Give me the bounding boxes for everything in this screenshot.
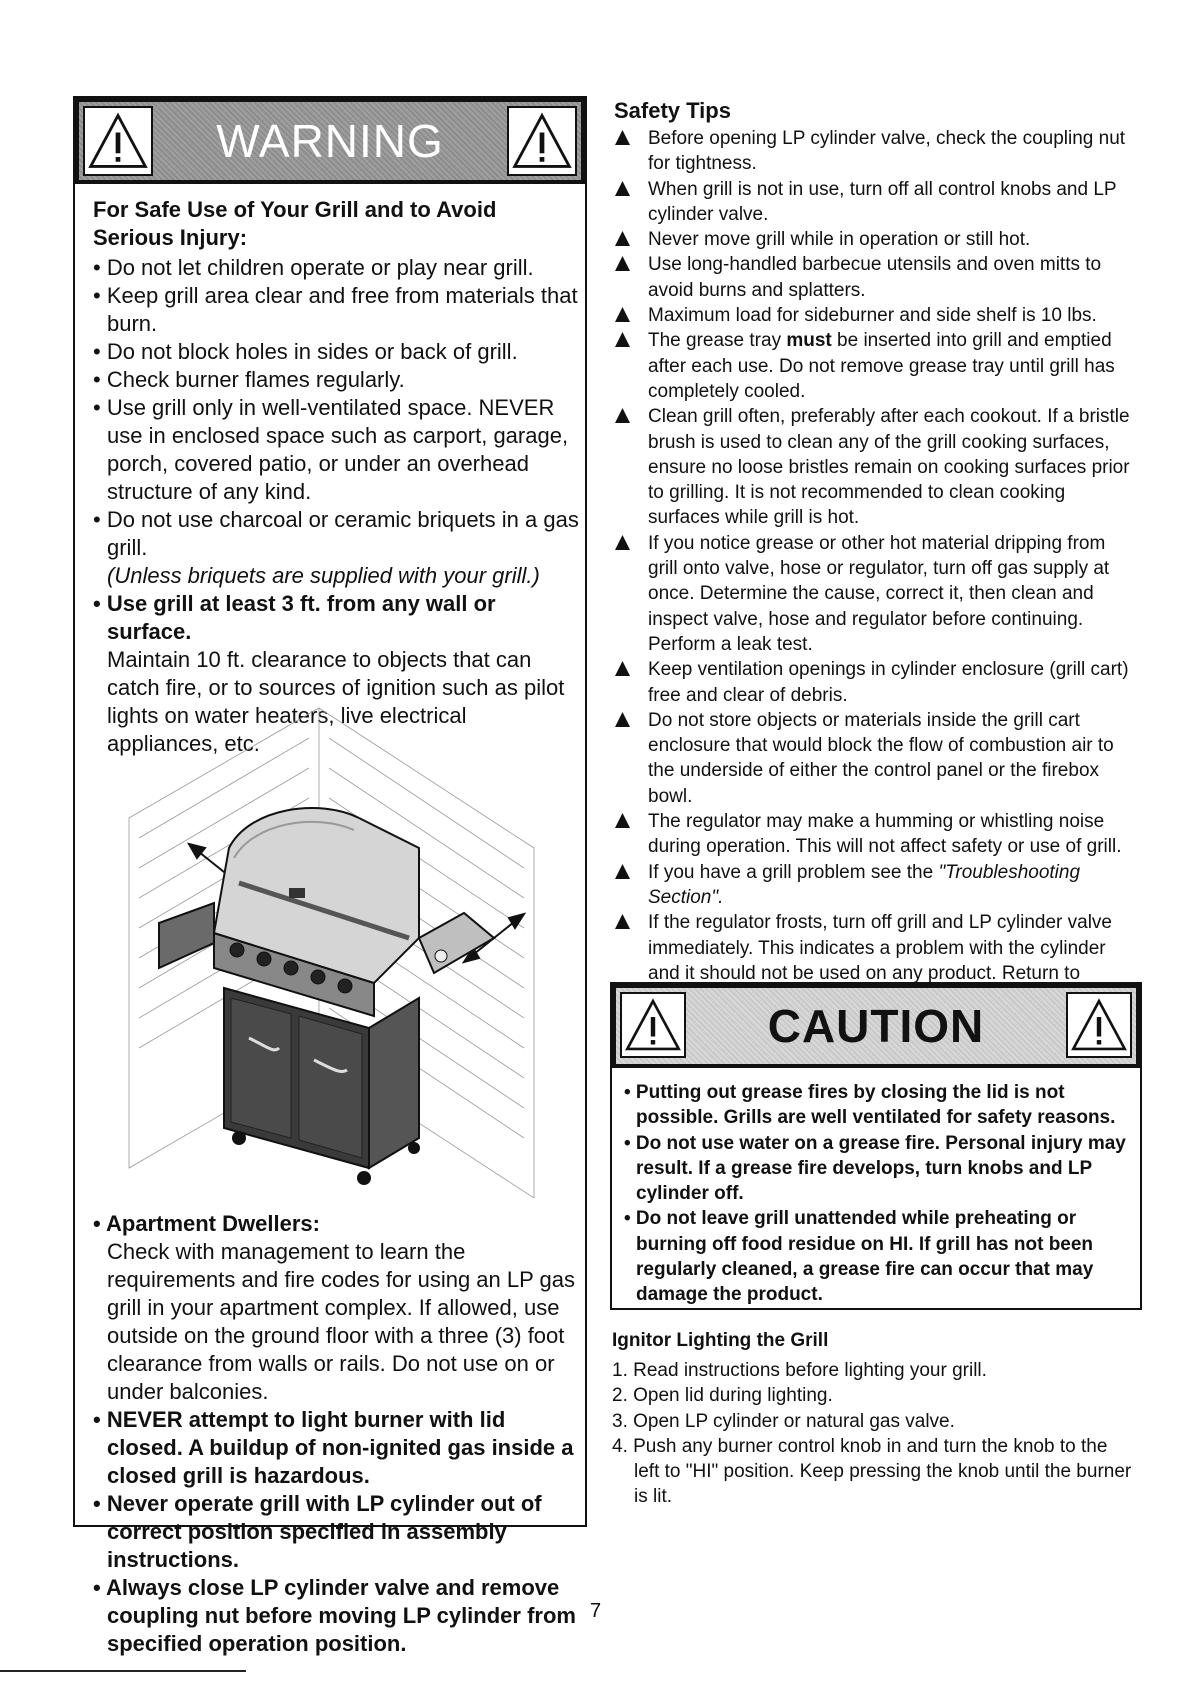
warning-item: • Always close LP cylinder valve and remove coupling nut before moving LP cylinder from specified operation position. <box>93 1575 576 1656</box>
safety-tip-text-part: Never move grill while in operation or still hot. <box>648 229 1031 251</box>
safety-tip-text <box>648 330 1115 402</box>
safety-tip-text <box>648 254 1101 300</box>
safety-tip-item <box>614 328 1134 404</box>
warning-triangle-icon <box>507 106 577 176</box>
safety-tip-item <box>614 404 1134 530</box>
warning-item: • Do not use charcoal or ceramic briquets in a gas grill. <box>93 507 579 560</box>
safety-tip-text-part: Before opening LP cylinder valve, check the coupling nut for tightness. <box>648 128 1126 175</box>
safety-tip-reference: "Troubleshooting Section". <box>648 861 1081 908</box>
ignitor-steps <box>612 1358 1132 1510</box>
safety-tip-text <box>648 811 1122 857</box>
safety-tip-item <box>614 708 1134 809</box>
caution-triangle-icon <box>620 992 686 1058</box>
warning-heading: For Safe Use of Your Grill and to Avoid Serious Injury: <box>93 197 497 250</box>
warning-arrow-icon <box>614 407 631 424</box>
safety-tip-text <box>648 305 1097 326</box>
safety-tip-text <box>648 179 1116 225</box>
warning-arrow-icon <box>614 534 631 551</box>
safety-tip-item <box>614 809 1134 860</box>
warning-list <box>93 254 583 758</box>
warning-triangle-icon <box>83 106 153 176</box>
clearance-heading: • Use grill at least 3 ft. from any wall or surface. <box>93 591 496 644</box>
caution-box <box>610 982 1142 1310</box>
warning-arrow-icon <box>614 306 631 323</box>
warning-item: • Check burner flames regularly. <box>93 367 405 392</box>
ignitor-step: 3. Open LP cylinder or natural gas valve. <box>612 1410 955 1432</box>
ignitor-step: 1. Read instructions before lighting your grill. <box>612 1360 987 1381</box>
warning-arrow-icon <box>614 129 631 146</box>
caution-banner <box>612 984 1140 1068</box>
warning-arrow-icon <box>614 711 631 728</box>
bottom-rule <box>0 1670 246 1672</box>
safety-tips-list <box>614 126 1134 1011</box>
warning-arrow-icon <box>614 255 631 272</box>
safety-tip-text-part: Do not store objects or materials inside the grill cart enclosure that would block the flow of combustion air to the underside of either the control panel or the firebox bowl. <box>648 709 1114 807</box>
safety-tip-text <box>648 229 1030 250</box>
grill-clearance-illustration <box>119 698 549 1198</box>
warning-item: • Do not block holes in sides or back of grill. <box>93 339 518 364</box>
safety-tip-text-part: The grease tray <box>648 330 787 352</box>
warning-arrow-icon <box>614 660 631 677</box>
safety-tip-text <box>648 710 1114 807</box>
safety-tip-text <box>648 406 1130 528</box>
safety-tip-item <box>614 860 1134 911</box>
caution-list <box>624 1080 1130 1308</box>
caution-item: • Putting out grease fires by closing the lid is not possible. Grills are well ventilated for safety reasons. <box>624 1082 1116 1129</box>
caution-item: • Do not leave grill unattended while preheating or burning off food residue on HI. If grill has not been regularly cleaned, a grease fire can occur that may damage the product. <box>624 1208 1094 1306</box>
safety-tips-title: Safety Tips <box>614 98 731 123</box>
warning-arrow-icon <box>614 230 631 247</box>
safety-tip-text-part: If the regulator frosts, turn off grill and LP cylinder valve immediately. This indicates a problem with the cylinder and it should not be used on any product. Return to <box>648 912 1112 984</box>
safety-tip-item <box>614 177 1134 228</box>
safety-tip-item <box>614 657 1134 708</box>
safety-tip-text-part: Maximum load for sideburner and side shelf is 10 lbs. <box>648 305 1097 327</box>
briquet-note: (Unless briquets are supplied with your grill.) <box>107 563 540 588</box>
apartment-heading: • Apartment Dwellers: <box>93 1211 320 1236</box>
warning-item: • Keep grill area clear and free from materials that burn. <box>93 283 578 336</box>
warning-list-continued <box>93 1210 583 1658</box>
warning-item: • NEVER attempt to light burner with lid closed. A buildup of non-ignited gas inside a closed grill is hazardous. <box>93 1407 574 1488</box>
ignitor-step: 2. Open lid during lighting. <box>612 1385 833 1407</box>
safety-tip-text <box>648 533 1109 655</box>
caution-title: CAUTION <box>767 1000 985 1052</box>
safety-tip-emphasis: must <box>786 330 832 352</box>
caution-item: • Do not use water on a grease fire. Personal injury may result. If a grease fire develops, turn knobs and LP cylinder off. <box>624 1132 1126 1205</box>
safety-tip-item <box>614 227 1134 252</box>
warning-title: WARNING <box>216 115 444 167</box>
warning-arrow-icon <box>614 180 631 197</box>
safety-tip-text-part: When grill is not in use, turn off all control knobs and LP cylinder valve. <box>648 178 1117 225</box>
safety-tip-item <box>614 303 1134 328</box>
safety-tip-text <box>648 128 1125 174</box>
warning-arrow-icon <box>614 812 631 829</box>
clearance-text: Maintain 10 ft. clearance to objects that can catch fire, or to sources of ignition such as pilot lights on water heaters, live electrical appliances, etc. <box>107 647 565 756</box>
safety-tip-text-part: be inserted into grill and emptied after each use. Do not remove grease tray until grill has completely cooled. <box>648 330 1115 402</box>
ignitor-title: Ignitor Lighting the Grill <box>612 1330 829 1351</box>
safety-tip-text-part: If you have a grill problem see the <box>648 861 939 883</box>
warning-arrow-icon <box>614 863 631 880</box>
warning-item: • Do not let children operate or play near grill. <box>93 255 534 280</box>
safety-tip-item <box>614 126 1134 177</box>
safety-tip-item <box>614 531 1134 657</box>
warning-banner <box>75 98 585 184</box>
safety-tip-text-part: The regulator may make a humming or whistling noise during operation. This will not affect safety or use of grill. <box>648 811 1122 858</box>
safety-tip-text <box>648 862 1080 908</box>
warning-arrow-icon <box>614 331 631 348</box>
caution-triangle-icon <box>1066 992 1132 1058</box>
safety-tip-text-part: Use long-handled barbecue utensils and oven mitts to avoid burns and splatters. <box>648 254 1102 301</box>
apartment-text: Check with management to learn the requirements and fire codes for using an LP gas grill in your apartment complex. If allowed, use outside on the ground floor with a three (3) foot clearance from walls or rails. Do not use on or under balconies. <box>107 1239 575 1404</box>
warning-item: • Use grill only in well-ventilated space. NEVER use in enclosed space such as carport, garage, porch, covered patio, or under an overhead structure of any kind. <box>93 395 569 504</box>
page-number: 7 <box>589 1600 602 1622</box>
warning-item: • Never operate grill with LP cylinder out of correct position specified in assembly instructions. <box>93 1491 542 1572</box>
safety-tip-item <box>614 252 1134 303</box>
warning-box <box>73 96 587 1656</box>
safety-tip-text-part: Clean grill often, preferably after each cookout. If a bristle brush is used to clean any of the grill cooking surfaces, ensure no loose bristles remain on cooking surfaces prior to grilling. It is not recommended to clean cooking surfaces while grill is hot. <box>648 406 1130 529</box>
ignitor-step: 4. Push any burner control knob in and turn the knob to the left to "HI" position. Keep pressing the knob until the burner is lit. <box>612 1435 1132 1508</box>
safety-tip-text <box>648 659 1129 705</box>
safety-tip-text-part: If you notice grease or other hot material dripping from grill onto valve, hose or regulator, turn off gas supply at once. Determine the cause, correct it, then clean and inspect valve, hose and regulator before continuing. Perform a leak test. <box>648 532 1110 655</box>
safety-tip-text-part: Keep ventilation openings in cylinder enclosure (grill cart) free and clear of debris. <box>648 659 1129 706</box>
warning-arrow-icon <box>614 913 631 930</box>
